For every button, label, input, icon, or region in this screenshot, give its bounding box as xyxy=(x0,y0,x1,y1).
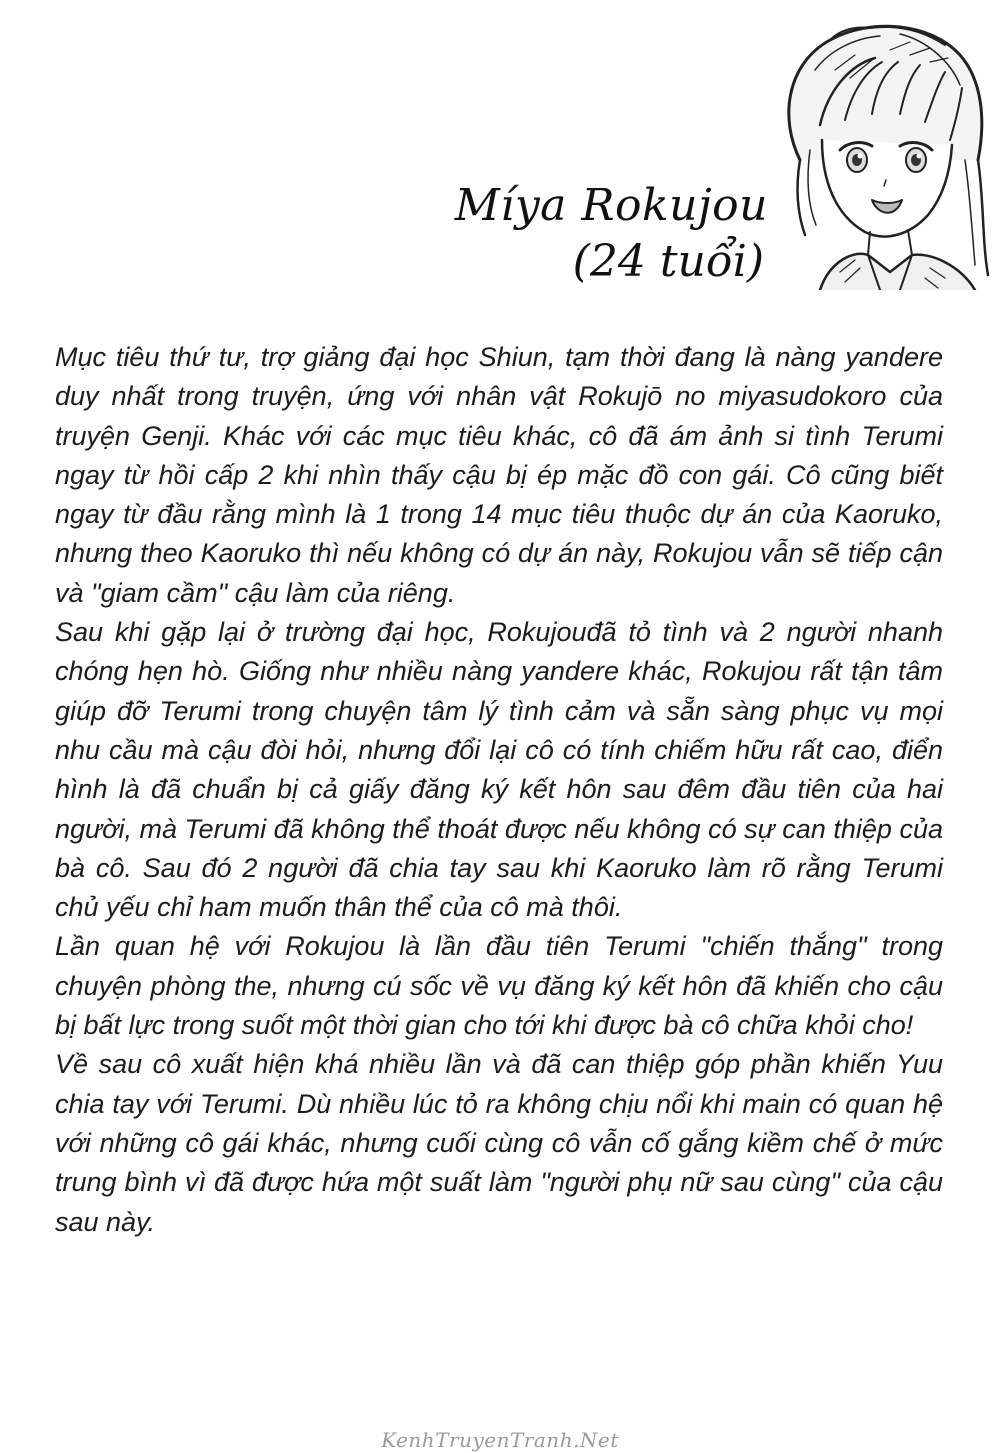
character-portrait-icon xyxy=(760,10,990,290)
site-watermark: KenhTruyenTranh.Net xyxy=(381,1428,619,1452)
character-age: (24 tuổi) xyxy=(572,236,764,287)
bio-paragraph-3: Lần quan hệ với Rokujou là lần đầu tiên Terumi "chiến thắng" trong chuyện phòng the, nhưng cú sốc về vụ đăng ký kết hôn đã khiến cho cậu bị bất lực trong suốt một thời gian cho tới khi được bà cô chữa khỏi cho! xyxy=(55,931,943,1041)
character-heading xyxy=(455,178,768,290)
bio-paragraph-1: Mục tiêu thứ tư, trợ giảng đại học Shiun, tạm thời đang là nàng yandere duy nhất trong truyện, ứng với nhân vật Rokujō no miyasudokoro của truyện Genji. Khác với các mục tiêu khác, cô đã ám ảnh si tình Terumi ngay từ hồi cấp 2 khi nhìn thấy cậu bị ép mặc đồ con gái. Cô cũng biết ngay từ đầu rằng mình là 1 trong 14 mục tiêu thuộc dự án của Kaoruko, nhưng theo Kaoruko thì nếu không có dự án này, Rokujou vẫn sẽ tiếp cận và "giam cầm" cậu làm của riêng. xyxy=(55,342,943,608)
bio-paragraph-4: Về sau cô xuất hiện khá nhiều lần và đã can thiệp góp phần khiến Yuu chia tay với Terumi. Dù nhiều lúc tỏ ra không chịu nổi khi main có quan hệ với những cô gái khác, nhưng cuối cùng cô vẫn cố gắng kiềm chế ở mức trung bình vì đã được hứa một suất làm "người phụ nữ sau cùng" của cậu sau này. xyxy=(55,1049,943,1237)
character-bio xyxy=(55,338,943,1242)
bio-paragraph-2: Sau khi gặp lại ở trường đại học, Rokujouđã tỏ tình và 2 người nhanh chóng hẹn hò. Giống như nhiều nàng yandere khác, Rokujou rất tận tâm giúp đỡ Terumi trong chuyện tâm lý tình cảm và sẵn sàng phục vụ mọi nhu cầu mà cậu đòi hỏi, nhưng đổi lại cô có tính chiếm hữu rất cao, điển hình là đã chuẩn bị cả giấy đăng ký kết hôn sau đêm đầu tiên của hai người, mà Terumi đã không thể thoát được nếu không có sự can thiệp của bà cô. Sau đó 2 người đã chia tay sau khi Kaoruko làm rõ rằng Terumi chủ yếu chỉ ham muốn thân thể của cô mà thôi. xyxy=(55,617,943,923)
character-name: Míya Rokujou xyxy=(454,180,768,231)
